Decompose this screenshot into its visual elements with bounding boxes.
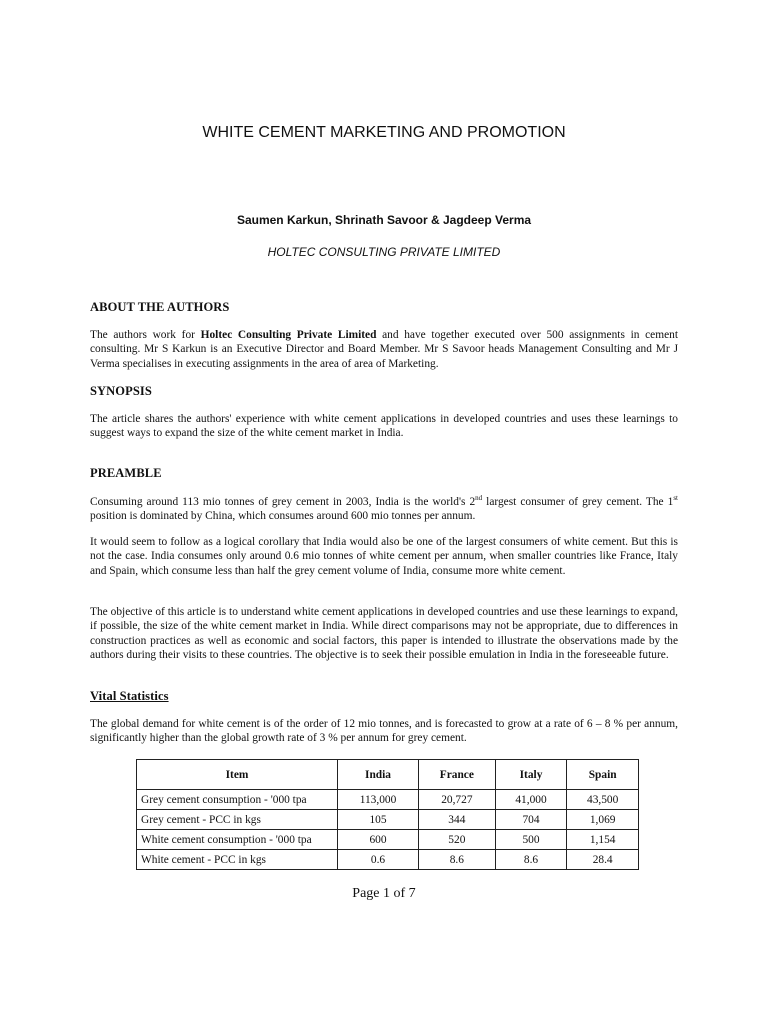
page-number: Page 1 of 7 (352, 886, 416, 901)
vital-statistics-heading: Vital Statistics (90, 689, 169, 703)
table-cell: 704 (495, 810, 567, 830)
table-cell: 520 (419, 830, 496, 850)
preamble-paragraph-1 (90, 495, 678, 524)
table-cell: Grey cement - PCC in kgs (137, 810, 338, 830)
about-paragraph (90, 328, 678, 371)
table-header-row (137, 760, 639, 790)
synopsis-heading: SYNOPSIS (90, 384, 152, 398)
table-header-cell: Spain (567, 760, 639, 790)
table-row (137, 850, 639, 870)
preamble-paragraph-3: The objective of this article is to understand white cement applications in developed countries and use these learnings to expand, if possible, the size of the white cement market in India. While direct comparisons may not be appropriate, due to differences in construction practices as well as economic and social factors, this paper is intended to illustrate the observations made by the authors during their visits to these countries. The objective is to seek their possible emulation in India in the foreseeable future. (90, 606, 678, 661)
vital-statistics-paragraph: The global demand for white cement is of the order of 12 mio tonnes, and is forecasted to grow at a rate of 6 – 8 % per annum, significantly higher than the global growth rate of 3 % per annum for grey cement. (90, 718, 678, 745)
preamble-p1-part-a: Consuming around 113 mio tonnes of grey cement in 2003, India is the world's 2 (90, 496, 476, 508)
table-header-cell: Item (137, 760, 338, 790)
about-text-after: and have together executed over 500 assignments in cement consulting. Mr S Karkun is an Executive Director and Board Member. Mr S Savoor heads Management Consulting and Mr J Verma specialises in executing assignments in the area of area of Marketing. (90, 329, 678, 370)
table-cell: 1,069 (567, 810, 639, 830)
table-cell: 43,500 (567, 790, 639, 810)
preamble-p1-part-b: largest consumer of grey cement. The 1 (482, 496, 674, 508)
synopsis-paragraph: The article shares the authors' experience with white cement applications in developed countries and uses these learnings to suggest ways to expand the size of the white cement market in India. (90, 413, 678, 440)
company-name: HOLTEC CONSULTING PRIVATE LIMITED (267, 245, 501, 259)
table-cell: White cement - PCC in kgs (137, 850, 338, 870)
statistics-table (136, 759, 639, 870)
table-row (137, 810, 639, 830)
table-cell: 28.4 (567, 850, 639, 870)
table-cell: 0.6 (338, 850, 419, 870)
table-cell: 20,727 (419, 790, 496, 810)
table-cell: 344 (419, 810, 496, 830)
table-header-cell: India (338, 760, 419, 790)
ordinal-superscript: st (673, 494, 678, 503)
preamble-paragraph-2: It would seem to follow as a logical corollary that India would also be one of the largest consumers of white cement. But this is not the case. India consumes only around 0.6 mio tonnes of white cement per annum, when smaller countries like France, Italy and Spain, which consume less than half the grey cement volume of India, consume more white cement. (90, 536, 678, 577)
table-row (137, 830, 639, 850)
table-cell: 8.6 (419, 850, 496, 870)
table-header-cell: Italy (495, 760, 567, 790)
table-cell: 105 (338, 810, 419, 830)
author-names: Saumen Karkun, Shrinath Savoor & Jagdeep Verma (236, 213, 532, 227)
about-company-bold: Holtec Consulting Private Limited (200, 329, 377, 341)
about-text-before: The authors work for (90, 329, 201, 341)
table-cell: 1,154 (567, 830, 639, 850)
table-row (137, 790, 639, 810)
table-cell: 8.6 (495, 850, 567, 870)
preamble-p1-part-c: position is dominated by China, which consumes around 600 mio tonnes per annum. (90, 510, 476, 523)
preamble-heading: PREAMBLE (90, 466, 162, 480)
table-cell: White cement consumption - '000 tpa (137, 830, 338, 850)
about-heading: ABOUT THE AUTHORS (90, 300, 230, 314)
document-title: WHITE CEMENT MARKETING AND PROMOTION (202, 124, 566, 141)
table-cell: 500 (495, 830, 567, 850)
table-cell: 600 (338, 830, 419, 850)
ordinal-superscript: nd (475, 494, 483, 503)
table-cell: Grey cement consumption - '000 tpa (137, 790, 338, 810)
table-header-cell: France (419, 760, 496, 790)
table-cell: 41,000 (495, 790, 567, 810)
table-cell: 113,000 (338, 790, 419, 810)
